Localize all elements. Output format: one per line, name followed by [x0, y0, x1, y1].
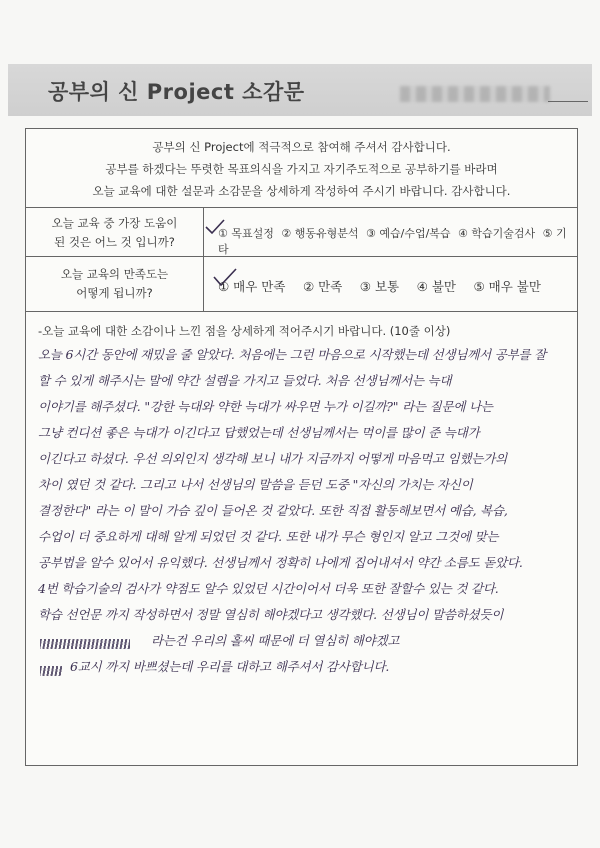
crossed-out-text [40, 639, 130, 649]
option[interactable]: ⑤ 매우 불만 [473, 279, 541, 294]
essay-line: 4번 학습기술의 검사가 약점도 알수 있었던 시간이어서 더욱 또한 잘할수 있는 것 같다. [38, 581, 499, 596]
essay-line: 이긴다고 하셨다. 우선 의외인지 생각해 보니 내가 지금까지 어떻게 마음먹고 임했는가의 [38, 451, 508, 466]
option[interactable]: ③ 보통 [359, 279, 400, 294]
essay-line: 수업이 더 중요하게 대해 알게 되었던 것 같다. 또한 내가 무슨 형인지 알고 그것에 맞는 [38, 529, 499, 544]
question-label-line: 된 것은 어느 것 입니까? [54, 235, 175, 249]
intro-line: 오늘 교육에 대한 설문과 소감문을 상세하게 작성하여 주시기 바랍니다. 감사합니다. [92, 184, 511, 198]
option[interactable]: ② 만족 [302, 279, 343, 294]
intro-line: 공부의 신 Project에 적극적으로 참여해 주셔서 감사합니다. [152, 140, 451, 154]
essay-line: 학습 선언문 까지 작성하면서 정말 열심히 해야겠다고 생각했다. 선생님이 말씀하셨듯이 [38, 607, 504, 622]
option[interactable]: ⑤ 기타 [218, 227, 567, 256]
option[interactable]: ② 행동유형분석 [281, 227, 359, 240]
essay-line: 결정한다" 라는 이 말이 가슴 깊이 들어온 것 같았다. 또한 직접 활동해보면서 예습, 복습, [38, 503, 508, 518]
option[interactable]: ① 매우 만족 [218, 279, 286, 294]
essay-line: 할 수 있게 해주시는 말에 약간 설렘을 가지고 들었다. 처음 선생님께서는 늑대 [38, 373, 452, 388]
redacted-name [400, 86, 550, 102]
option[interactable]: ④ 학습기술검사 [458, 227, 536, 240]
question-label-line: 어떻게 됩니까? [76, 286, 153, 300]
question-1-row [26, 208, 577, 257]
essay-line: 6교시 까지 바쁘셨는데 우리를 대하고 해주셔서 감사합니다. [70, 659, 390, 674]
question-label-line: 오늘 교육 중 가장 도움이 [51, 216, 178, 230]
crossed-out-text [40, 666, 62, 676]
option[interactable]: ④ 불만 [416, 279, 456, 294]
essay-instruction: -오늘 교육에 대한 소감이나 느낀 점을 상세하게 적어주시기 바랍니다. (10줄 이상) [38, 324, 451, 338]
option[interactable]: ① 목표설정 [218, 227, 274, 240]
question-1-label [26, 208, 204, 256]
question-2-row [26, 257, 577, 312]
page-title: 공부의 신 Project 소감문 [48, 80, 305, 104]
option[interactable]: ③ 예습/수업/복습 [366, 227, 451, 240]
essay-line: 라는건 우리의 홀씨 때문에 더 열심히 해야겠고 [151, 633, 400, 648]
question-2-options[interactable] [218, 277, 555, 295]
essay-line: 공부법을 알수 있어서 유익했다. 선생님께서 정확히 나에게 집어내셔서 약간 소름도 돋았다. [38, 555, 523, 570]
intro-section [26, 129, 577, 208]
question-2-label [26, 257, 204, 311]
question-label-line: 오늘 교육의 만족도는 [60, 267, 169, 281]
essay-line: 차이 였던 것 같다. 그리고 나서 선생님의 말씀을 듣던 도중 "자신의 가치는 자신이 [38, 477, 473, 492]
essay-line: 오늘 6시간 동안에 재밌을 줄 알았다. 처음에는 그런 마음으로 시작했는데 선생님께서 공부를 잘 [38, 347, 547, 362]
title-rule [548, 101, 588, 102]
essay-line: 이야기를 해주셨다. "강한 늑대와 약한 늑대가 싸우면 누가 이길까?" 라는 질문에 나는 [38, 399, 493, 414]
survey-form [25, 128, 578, 766]
intro-line: 공부를 하겠다는 뚜렷한 목표의식을 가지고 자기주도적으로 공부하기를 바라며 [105, 162, 498, 176]
question-1-options[interactable] [218, 225, 577, 257]
essay-line: 그냥 컨디션 좋은 늑대가 이긴다고 답했었는데 선생님께서는 먹이를 많이 준 늑대가 [38, 425, 480, 440]
